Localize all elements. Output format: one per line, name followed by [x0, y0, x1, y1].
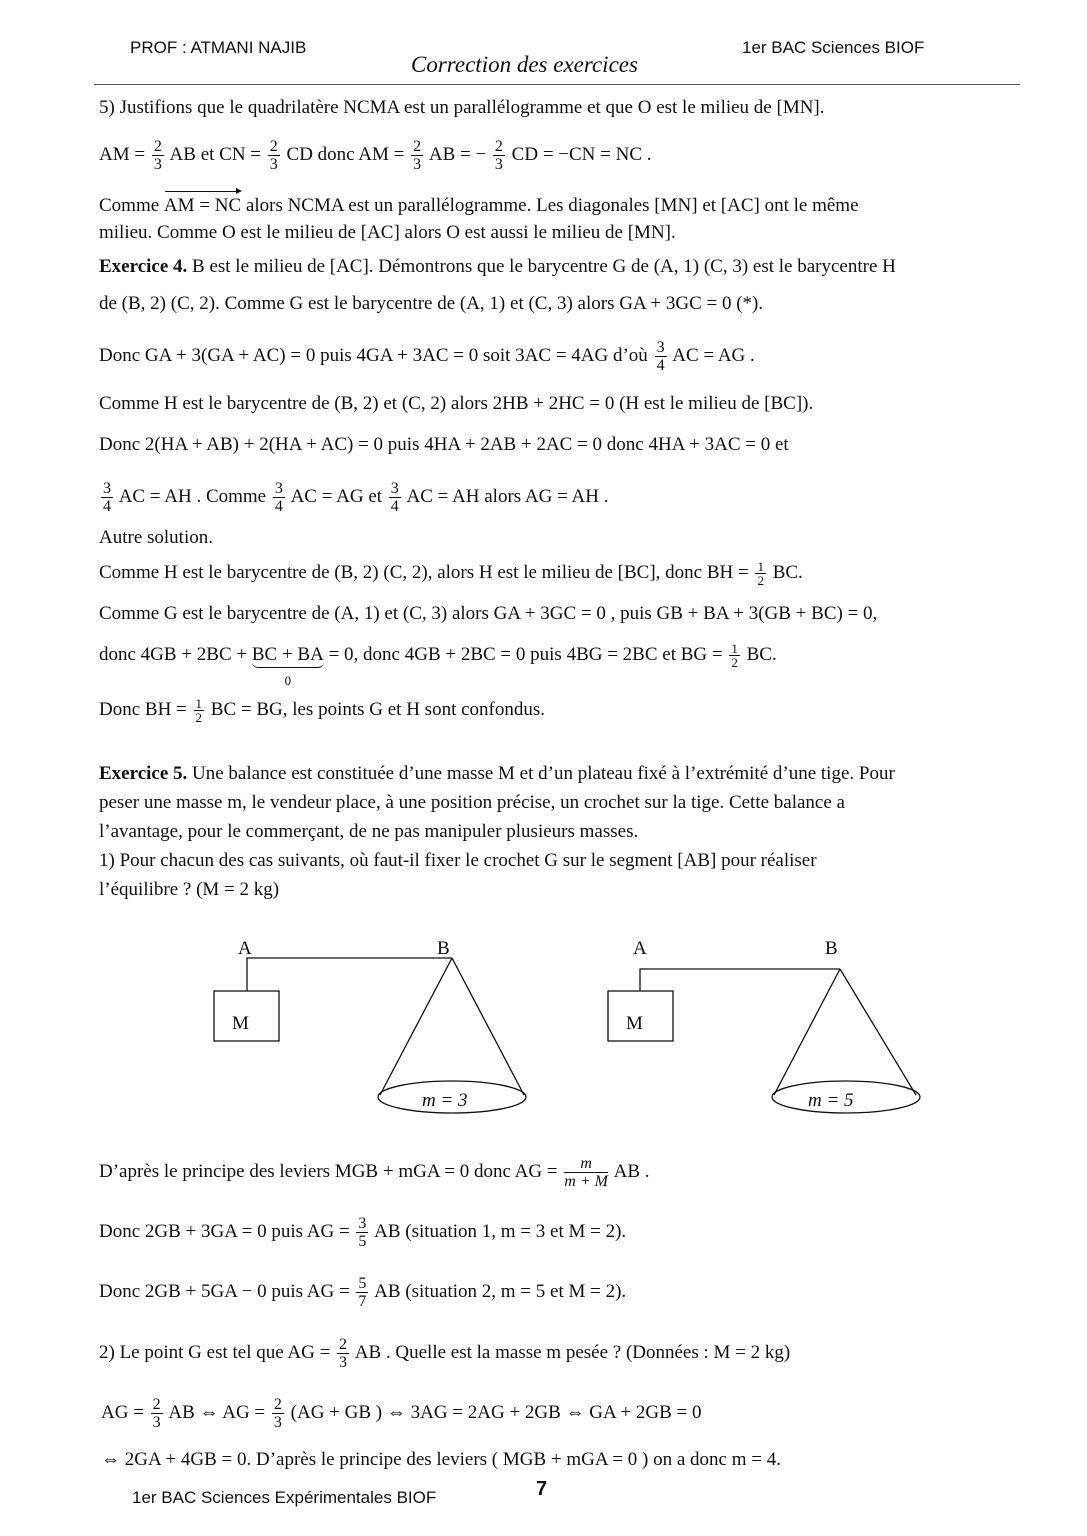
ex5-line-5: l’équilibre ? (M = 2 kg) [99, 879, 280, 900]
fraction: $\frac{2}{3}$ [413, 138, 422, 173]
fraction: $\frac{2}{3}$ [339, 1336, 348, 1371]
fraction: $\frac{2}{3}$ [273, 1396, 282, 1431]
fraction: $\frac{3}{4}$ [656, 339, 665, 374]
ex5-conclusion: ⇔ 2GA + 4GB = 0. D’après le principe des leviers ( MGB + mGA = 0 ) on a donc m = 4. [101, 1449, 781, 1470]
fraction: $\frac{m}{m + M}$ [564, 1155, 608, 1190]
ex5-line-3: l’avantage, pour le commerçant, de ne pas manipuler plusieurs masses. [99, 821, 639, 842]
fraction: $\frac{3}{4}$ [103, 480, 111, 515]
point-b-label: B [825, 938, 838, 959]
point-b-label: B [437, 938, 450, 959]
fraction: $\frac{2}{3}$ [269, 138, 278, 173]
fraction: $\frac{1}{2}$ [195, 696, 203, 725]
fraction: $\frac{2}{3}$ [153, 138, 162, 173]
ex4-line-8: Comme G est le barycentre de (A, 1) et (C, 3) alors GA + 3GC = 0 , puis GB + BA + 3(GB + BC) = 0, [99, 603, 878, 624]
ex5-situation-2: Donc 2GB + 5GA − 0 puis AG = $\frac{5}{7}$ AB (situation 2, m = 5 et M = 2). [99, 1275, 627, 1310]
fraction: $\frac{1}{2}$ [757, 559, 764, 588]
ex4-line-5: Donc 2(HA + AB) + 2(HA + AC) = 0 puis 4HA + 2AB + 2AC = 0 donc 4HA + 3AC = 0 et [99, 434, 789, 455]
point-a-label: A [633, 938, 647, 959]
balance-diagram [0, 925, 1087, 1125]
balance-situation-2 [608, 938, 920, 1113]
header-prof: PROF : ATMANI NAJIB [130, 38, 307, 57]
plate-mass-label: m = 5 [808, 1090, 854, 1111]
ex5-equivalences: AG = $\frac{2}{3}$ AB ⇔ AG = $\frac{2}{3}$ (AG + GB ) ⇔ 3AG = 2AG + 2GB ⇔ GA + 2GB = 0 [101, 1396, 702, 1431]
fraction: $\frac{2}{3}$ [152, 1396, 161, 1431]
ex5-situation-1: Donc 2GB + 3GA = 0 puis AG = $\frac{3}{5}$ AB (situation 1, m = 3 et M = 2). [99, 1215, 627, 1250]
ex5-lever-principle: D’après le principe des leviers MGB + mGA = 0 donc AG = $\frac{m}{m + M}$ AB . [99, 1155, 650, 1190]
mass-label: M [232, 1013, 249, 1034]
point-a-label: A [238, 938, 252, 959]
ex4-line-1: Exercice 4. B est le milieu de [AC]. Démontrons que le barycentre G de (A, 1) (C, 3) est le barycentre H [99, 256, 896, 277]
exercise-4-label: Exercice 4. [99, 256, 188, 277]
fraction: $\frac{1}{2}$ [731, 641, 738, 670]
ex3-equation: AM = $\frac{2}{3}$ AB et CN = $\frac{2}{3}$ CD donc AM = $\frac{2}{3}$ AB = − $\frac{2}{3}$ CD = −CN = NC . [99, 138, 652, 173]
plate-mass-label: m = 3 [422, 1090, 468, 1111]
footer-level: 1er BAC Sciences Expérimentales BIOF [132, 1488, 437, 1507]
underbrace: BC + BA 0 [251, 643, 324, 688]
fraction: $\frac{5}{7}$ [358, 1275, 367, 1310]
ex4-line-7: Comme H est le barycentre de (B, 2) (C, 2), alors H est le milieu de [BC], donc BH = $\frac{1}{2}$ BC. [99, 559, 803, 588]
ex4-alt-solution: Autre solution. [99, 527, 213, 548]
ex5-line-1: Exercice 5. Une balance est constituée d’une masse M et d’un plateau fixé à l’extrémité d’une tige. Pour [99, 763, 895, 784]
ex5-question-2: 2) Le point G est tel que AG = $\frac{2}{3}$ AB . Quelle est la masse m pesée ? (Données : M = 2 kg) [99, 1336, 791, 1371]
fraction: $\frac{3}{4}$ [390, 480, 399, 515]
fraction: $\frac{3}{5}$ [358, 1215, 367, 1250]
ex4-line-10: Donc BH = $\frac{1}{2}$ BC = BG, les points G et H sont confondus. [99, 696, 546, 725]
ex4-line-6: $\frac{3}{4}$ AC = AH . Comme $\frac{3}{4}$ AC = AG et $\frac{3}{4}$ AC = AH alors AG = AH . [103, 480, 609, 515]
header-divider [94, 84, 1020, 85]
ex4-line-3: Donc GA + 3(GA + AC) = 0 puis 4GA + 3AC = 0 soit 3AC = 4AG d’où $\frac{3}{4}$ AC = AG . [99, 339, 755, 374]
mass-label: M [626, 1013, 643, 1034]
ex4-line-2: de (B, 2) (C, 2). Comme G est le barycentre de (A, 1) et (C, 3) alors GA + 3GC = 0 (*). [99, 293, 764, 314]
ex5-line-2: peser une masse m, le vendeur place, à une position précise, un crochet sur la tige. Cette balance a [99, 792, 845, 813]
page-title: Correction des exercices [411, 52, 638, 77]
ex4-line-9: donc 4GB + 2BC + BC + BA 0 = 0, donc 4GB + 2BC = 0 puis 4BG = 2BC et BG = $\frac{1}{2}$ BC. [99, 641, 777, 688]
page-number: 7 [536, 1478, 548, 1500]
balance-situation-1 [214, 938, 526, 1113]
ex5-line-4: 1) Pour chacun des cas suivants, où faut-il fixer le crochet G sur le segment [AB] pour réaliser [99, 850, 817, 871]
header-level: 1er BAC Sciences BIOF [742, 38, 925, 57]
fraction: $\frac{3}{4}$ [274, 480, 283, 515]
fraction: $\frac{2}{3}$ [494, 138, 503, 173]
ex4-line-4: Comme H est le barycentre de (B, 2) et (C, 2) alors 2HB + 2HC = 0 (H est le milieu de [BC]). [99, 393, 814, 414]
ex3-conclusion-2: milieu. Comme O est le milieu de [AC] alors O est aussi le milieu de [MN]. [99, 222, 676, 243]
ex3-question-5: 5) Justifions que le quadrilatère NCMA est un parallélogramme et que O est le milieu de [MN]. [99, 97, 825, 118]
exercise-5-label: Exercice 5. [99, 763, 188, 784]
ex3-conclusion-1: Comme AM = NC alors NCMA est un parallélogramme. Les diagonales [MN] et [AC] ont le même [99, 191, 859, 218]
